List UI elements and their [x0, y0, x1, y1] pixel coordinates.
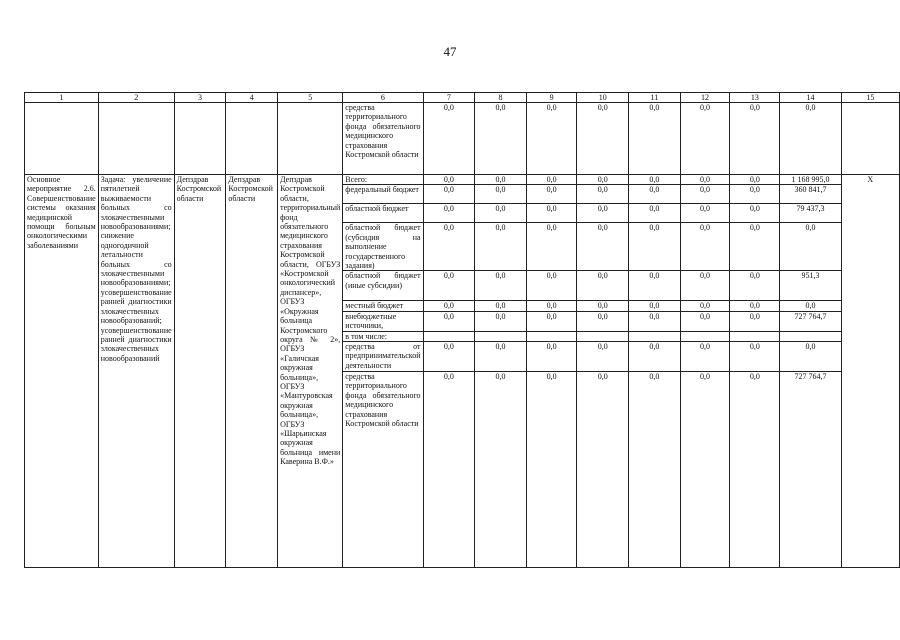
- value-cell: 0,0: [629, 103, 681, 175]
- value-cell: 0,0: [680, 342, 730, 372]
- value-cell: 0,0: [780, 103, 841, 175]
- value-cell: 0,0: [577, 204, 629, 223]
- value-cell: [629, 331, 681, 341]
- value-cell: 0,0: [730, 204, 780, 223]
- value-cell: 0,0: [475, 372, 527, 568]
- value-cell: 727 764,7: [780, 372, 841, 568]
- value-cell: 0,0: [680, 185, 730, 204]
- value-cell: 0,0: [526, 372, 577, 568]
- value-cell: 0,0: [680, 372, 730, 568]
- value-cell: [475, 331, 527, 341]
- value-cell: [780, 331, 841, 341]
- column-number-6: 6: [343, 93, 423, 103]
- value-cell: [680, 331, 730, 341]
- value-cell: 0,0: [475, 103, 527, 175]
- value-cell: [423, 331, 475, 341]
- funding-source-label: областной бюджет: [343, 204, 423, 223]
- empty-cell: [278, 103, 343, 175]
- value-cell: 0,0: [577, 103, 629, 175]
- value-cell: 0,0: [780, 223, 841, 271]
- value-cell: 0,0: [629, 223, 681, 271]
- activity-name: Основное мероприятие 2.6. Совершенствование системы оказания медицинской помощи больным онкологическими заболеваниями: [25, 175, 99, 568]
- column-number-2: 2: [98, 93, 174, 103]
- mark-x: X: [841, 175, 899, 568]
- value-cell: 0,0: [577, 185, 629, 204]
- value-cell: 0,0: [526, 311, 577, 331]
- value-cell: 0,0: [629, 301, 681, 311]
- value-cell: 0,0: [680, 271, 730, 301]
- funding-source-label: областной бюджет (субсидия на выполнение государственного задания): [343, 223, 423, 271]
- responsible-executor: Депздрав Костромской области: [174, 175, 226, 568]
- value-cell: 360 841,7: [780, 185, 841, 204]
- funding-source-label: федеральный бюджет: [343, 185, 423, 204]
- value-cell: [526, 331, 577, 341]
- column-numbers-row: [25, 93, 900, 103]
- continuation-row: [25, 103, 900, 175]
- funding-source-label: средства территориального фонда обязательного медицинского страхования Костромской области: [343, 372, 423, 568]
- value-cell: 0,0: [526, 103, 577, 175]
- value-cell: 0,0: [629, 271, 681, 301]
- column-number-15: 15: [841, 93, 899, 103]
- value-cell: 0,0: [577, 301, 629, 311]
- value-cell: 0,0: [730, 185, 780, 204]
- empty-cell: [98, 103, 174, 175]
- funding-source-label: Всего:: [343, 175, 423, 185]
- column-number-10: 10: [577, 93, 629, 103]
- value-cell: 0,0: [780, 342, 841, 372]
- value-cell: 0,0: [730, 175, 780, 185]
- value-cell: 0,0: [475, 311, 527, 331]
- funding-source-label: местный бюджет: [343, 301, 423, 311]
- value-cell: 0,0: [730, 223, 780, 271]
- column-number-7: 7: [423, 93, 475, 103]
- value-cell: 0,0: [475, 271, 527, 301]
- column-number-11: 11: [629, 93, 681, 103]
- value-cell: 79 437,3: [780, 204, 841, 223]
- funding-row: [25, 175, 900, 185]
- funding-source-label: областной бюджет (иные субсидии): [343, 271, 423, 301]
- value-cell: 0,0: [475, 342, 527, 372]
- coordinator: Депздрав Костромской области: [226, 175, 278, 568]
- value-cell: 0,0: [423, 103, 475, 175]
- value-cell: [730, 331, 780, 341]
- value-cell: 0,0: [577, 223, 629, 271]
- value-cell: 0,0: [423, 372, 475, 568]
- participants: Депздрав Костромской области, территориальный фонд обязательного медицинского страхования Костромской области, ОГБУЗ «Костромской онкологический диспансер», ОГБУЗ «Окружная больница Костромского округа № 2», ОГБУЗ «Галичская окружная больница», ОГБУЗ «Мантуровская окружная больница», ОГБУЗ «Шарьинская окружная больница имени Каверина В.Ф.»: [278, 175, 343, 568]
- page-number: 47: [443, 44, 457, 59]
- value-cell: 0,0: [475, 301, 527, 311]
- value-cell: 0,0: [730, 271, 780, 301]
- value-cell: 0,0: [526, 175, 577, 185]
- column-number-14: 14: [780, 93, 841, 103]
- value-cell: 0,0: [680, 204, 730, 223]
- column-number-9: 9: [526, 93, 577, 103]
- column-number-5: 5: [278, 93, 343, 103]
- value-cell: 0,0: [423, 185, 475, 204]
- task-description: Задача: увеличение пятилетней выживаемости больных со злокачественными новообразованиями; снижение одногодичной летальности больных со злокачественными новообразованиями; усовершенствование ранней диагностики злокачественных новообразований; усовершенствование ранней диагностики злокачественных новообразований: [98, 175, 174, 568]
- value-cell: 0,0: [526, 185, 577, 204]
- value-cell: 0,0: [577, 372, 629, 568]
- column-number-12: 12: [680, 93, 730, 103]
- empty-cell: [226, 103, 278, 175]
- value-cell: 0,0: [577, 342, 629, 372]
- value-cell: 0,0: [423, 204, 475, 223]
- value-cell: 0,0: [423, 271, 475, 301]
- value-cell: 0,0: [475, 175, 527, 185]
- empty-cell: [174, 103, 226, 175]
- value-cell: 0,0: [526, 204, 577, 223]
- column-number-3: 3: [174, 93, 226, 103]
- value-cell: 0,0: [629, 185, 681, 204]
- funding-source-label: средства от предпринимательской деятельности: [343, 342, 423, 372]
- value-cell: 0,0: [526, 223, 577, 271]
- value-cell: 0,0: [526, 271, 577, 301]
- source-label: средства территориального фонда обязательного медицинского страхования Костромской области: [343, 103, 423, 175]
- value-cell: 0,0: [629, 342, 681, 372]
- value-cell: 0,0: [577, 175, 629, 185]
- value-cell: 0,0: [680, 311, 730, 331]
- value-cell: 0,0: [680, 223, 730, 271]
- value-cell: 0,0: [629, 311, 681, 331]
- column-number-8: 8: [475, 93, 527, 103]
- value-cell: 0,0: [475, 185, 527, 204]
- column-number-4: 4: [226, 93, 278, 103]
- value-cell: 0,0: [423, 342, 475, 372]
- column-number-1: 1: [25, 93, 99, 103]
- value-cell: 0,0: [423, 175, 475, 185]
- value-cell: [577, 331, 629, 341]
- program-table: [24, 92, 900, 568]
- value-cell: 0,0: [730, 372, 780, 568]
- value-cell: 0,0: [680, 103, 730, 175]
- value-cell: 0,0: [577, 271, 629, 301]
- value-cell: 0,0: [629, 175, 681, 185]
- funding-source-label: внебюджетные источники,: [343, 311, 423, 331]
- value-cell: 0,0: [629, 372, 681, 568]
- value-cell: 1 168 995,0: [780, 175, 841, 185]
- value-cell: 0,0: [475, 204, 527, 223]
- value-cell: 0,0: [526, 301, 577, 311]
- value-cell: 0,0: [423, 223, 475, 271]
- value-cell: 0,0: [423, 301, 475, 311]
- funding-source-label: в том числе:: [343, 331, 423, 341]
- value-cell: 0,0: [780, 301, 841, 311]
- value-cell: 0,0: [680, 175, 730, 185]
- column-number-13: 13: [730, 93, 780, 103]
- value-cell: 0,0: [730, 342, 780, 372]
- value-cell: 0,0: [730, 311, 780, 331]
- value-cell: 727 764,7: [780, 311, 841, 331]
- value-cell: 0,0: [526, 342, 577, 372]
- value-cell: 0,0: [680, 301, 730, 311]
- value-cell: 0,0: [730, 103, 780, 175]
- value-cell: 0,0: [730, 301, 780, 311]
- value-cell: 0,0: [423, 311, 475, 331]
- empty-cell: [25, 103, 99, 175]
- value-cell: 0,0: [475, 223, 527, 271]
- value-cell: 0,0: [577, 311, 629, 331]
- value-cell: 0,0: [629, 204, 681, 223]
- value-cell: 951,3: [780, 271, 841, 301]
- empty-cell: [841, 103, 899, 175]
